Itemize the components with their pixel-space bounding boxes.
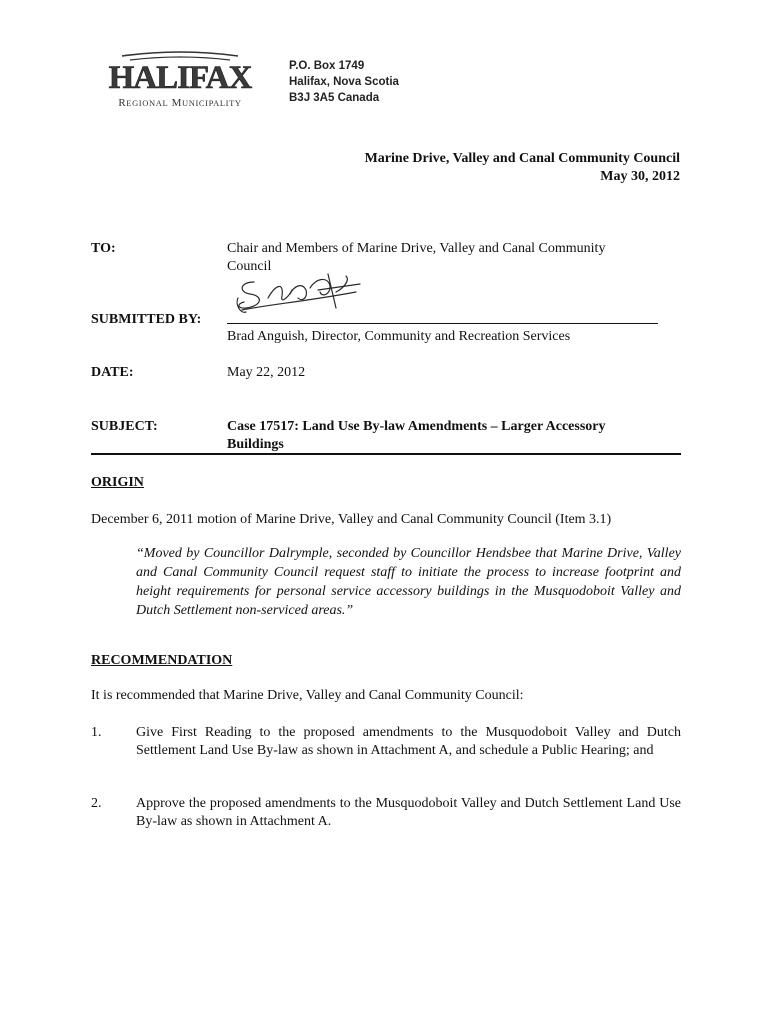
signature-line bbox=[227, 323, 658, 324]
to-value: Chair and Members of Marine Drive, Valley and Canal Community Council bbox=[227, 241, 606, 274]
recommendation-heading: RECOMMENDATION bbox=[91, 653, 233, 668]
to-label: TO: bbox=[91, 241, 116, 256]
date-label: DATE: bbox=[91, 365, 134, 380]
address-line-3: B3J 3A5 Canada bbox=[289, 92, 380, 104]
header-divider bbox=[91, 453, 681, 455]
list-item-text: Give First Reading to the proposed amendments to the Musquodoboit Valley and Dutch Settlement Land Use By-law as shown in Attachment A, and schedule a Public Hearing; and bbox=[136, 725, 681, 758]
list-item-text: Approve the proposed amendments to the Musquodoboit Valley and Dutch Settlement Land Use By-law as shown in Attachment A. bbox=[136, 796, 681, 829]
subject-label: SUBJECT: bbox=[91, 419, 158, 434]
date-value: May 22, 2012 bbox=[227, 365, 306, 380]
halifax-logo bbox=[100, 50, 260, 110]
origin-quote: “Moved by Councillor Dalrymple, seconded by Councillor Hendsbee that Marine Drive, Valley and Canal Community Council request staff to initiate the process to increase footprint and height requirements for personal service accessory buildings in the Musquodoboit Valley and Dutch Settlement non-serviced areas.” bbox=[136, 546, 681, 618]
origin-text: December 6, 2011 motion of Marine Drive, Valley and Canal Community Council (Item 3.1) bbox=[91, 512, 612, 527]
svg-text:HALIFAX: HALIFAX bbox=[108, 60, 252, 96]
meeting-heading bbox=[365, 150, 680, 186]
list-item-number: 1. bbox=[91, 725, 102, 740]
mailing-address bbox=[289, 58, 399, 106]
address-line-1: P.O. Box 1749 bbox=[289, 60, 365, 72]
submitted-by-label: SUBMITTED BY: bbox=[91, 312, 202, 327]
recommendation-intro: It is recommended that Marine Drive, Valley and Canal Community Council: bbox=[91, 688, 524, 703]
meeting-council: Marine Drive, Valley and Canal Community Council bbox=[364, 151, 680, 166]
submitted-by-value: Brad Anguish, Director, Community and Recreation Services bbox=[227, 329, 571, 344]
subject-value: Case 17517: Land Use By-law Amendments – Larger Accessory Buildings bbox=[227, 419, 606, 452]
signature bbox=[232, 268, 372, 318]
address-line-2: Halifax, Nova Scotia bbox=[289, 76, 399, 88]
meeting-date: May 30, 2012 bbox=[600, 169, 680, 184]
origin-heading: ORIGIN bbox=[91, 475, 144, 490]
svg-text:REGIONAL MUNICIPALITY: REGIONAL MUNICIPALITY bbox=[118, 97, 242, 109]
list-item-number: 2. bbox=[91, 796, 102, 811]
